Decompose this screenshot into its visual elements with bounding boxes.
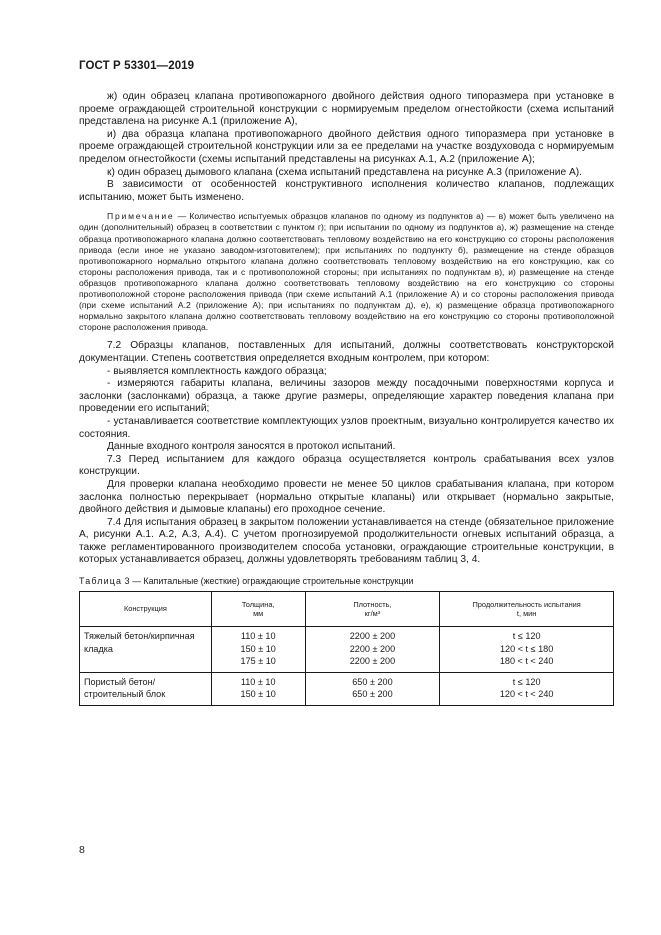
cell-construction: Тяжелый бетон/кирпичная кладка [80,627,212,673]
header-thickness: Толщина, мм [211,592,305,627]
list-item-completeness: - выявляется комплектность каждого образца; [107,365,327,377]
paragraph-cycles: Для проверки клапана необходимо провести не менее 50 циклов срабатывания клапана, при котором заслонка полностью перекрывает (нормально открытые клапаны) или открывает (нормально закрытые, двойного действия и дымовые клапаны) его проходное сечение. [79,478,614,516]
list-item-components: - устанавливается соответствие комплектующих узлов проектным, визуально контролируется качество их состояния. [79,415,614,440]
table-caption-label: Таблица [79,576,123,587]
cell-construction: Пористый бетон/строительный блок [80,672,212,705]
paragraph-zh: ж) один образец клапана противопожарного двойного действия одного типоразмера при установке в проеме ограждающей строительной конструкции с нормируемым пределом огнестойкости (схема испытаний представлена на рисунке А.1 (приложение А), [79,91,614,128]
header-construction: Конструкция [80,592,212,627]
note-label: Примечание [107,211,175,222]
table-row [80,627,614,673]
paragraph-7-4: 7.4 Для испытания образец в закрытом положении устанавливается на стенде (обязательное приложение А, рисунки А.1. А.2, А.3, А.4). С учетом прогнозируемой продолжительности огневых испытаний образца, а также регламентированного производителем способа установки, ограждающие строительные конструкции, в которых устанавливается образец, должны удовлетворять требованиям таблиц 3, 4. [79,516,614,566]
page-number: 8 [79,844,85,856]
page-body [79,91,614,706]
document-header: ГОСТ Р 53301—2019 [79,60,195,72]
table-caption-text: 3 — Капитальные (жесткие) ограждающие строительные конструкции [122,576,414,587]
cell-duration: t ≤ 120 120 < t < 240 [440,672,614,705]
paragraph-7-2: 7.2 Образцы клапанов, поставленных для испытаний, должны соответствовать конструкторской документации. Степень соответствия определяется входным контролем, при котором: [79,340,614,364]
note-text: — Количество испытуемых образцов клапанов по одному из подпунктов а) — в) может быть увеличено на один (дополнительный) образец в соответствии с пунктом г); при испытании по одному из подпунктов а), ж) размещение на стенде образца противопожарного клапана должно соответствовать тепловому воздействию на его конструкцию со стороны расположения привода (если иное не указано заводом-изготовителем); при испытаниях по подпункту б), размещение на стенде образцов противопожарного нормально открытого клапана должно соответствовать тепловому воздействию на его конструкцию, как со стороны расположения привода, так и с противоположной стороны; при испытаниях по подпунктам в), и) размещение на стенде образцов противопожарного клапана должно соответствовать тепловому воздействию на его конструкцию со стороны противоположной стороне расположения привода (при схеме испытаний А.1 (приложение А) и со стороны расположения привода (при схеме испытаний А.2 (приложение А); при испытаниях по подпунктам д), е), к) размещение образца противопожарного нормально закрытого клапана должно соответствовать тепловому воздействию на его конструкцию со стороны противоположной стороне расположения привода. [79,211,614,333]
paragraph-k: к) один образец дымового клапана (схема испытаний представлена на рисунке А.3 (приложение А). [107,166,582,178]
paragraph-quantity: В зависимости от особенностей конструктивного исполнения количество клапанов, подлежащих испытанию, может быть изменено. [79,179,614,203]
note-block [79,211,614,333]
table-header-row [80,592,614,627]
list-item-dimensions: - измеряются габариты клапана, величины зазоров между посадочными поверхностями корпуса и заслонки (заслонками) образца, а также другие размеры, определяющие характер поведения клапана при проведении его испытаний; [79,378,614,415]
cell-density: 650 ± 200 650 ± 200 [305,672,440,705]
cell-thickness: 110 ± 10 150 ± 10 175 ± 10 [211,627,305,673]
paragraph-i: и) два образца клапана противопожарного двойного действия одного типоразмера при установке в проеме ограждающей строительной конструкции или за ее пределами на участке воздуховода с нормируемым пределом огнестойкости (схемы испытаний представлены на рисунках А.1, А.2 (приложение А); [79,128,614,165]
cell-thickness: 110 ± 10 150 ± 10 [211,672,305,705]
paragraph-7-3: 7.3 Перед испытанием для каждого образца осуществляется контроль срабатывания всех узлов конструкции. [79,453,614,478]
table-3 [79,591,614,706]
table-caption [79,576,614,587]
cell-duration: t ≤ 120 120 < t ≤ 180 180 < t < 240 [440,627,614,673]
table-row [80,672,614,705]
paragraph-protocol: Данные входного контроля заносятся в протокол испытаний. [107,441,396,453]
header-density: Плотность, кг/м³ [305,592,440,627]
header-duration: Продолжительность испытания t, мин [440,592,614,627]
cell-density: 2200 ± 200 2200 ± 200 2200 ± 200 [305,627,440,673]
